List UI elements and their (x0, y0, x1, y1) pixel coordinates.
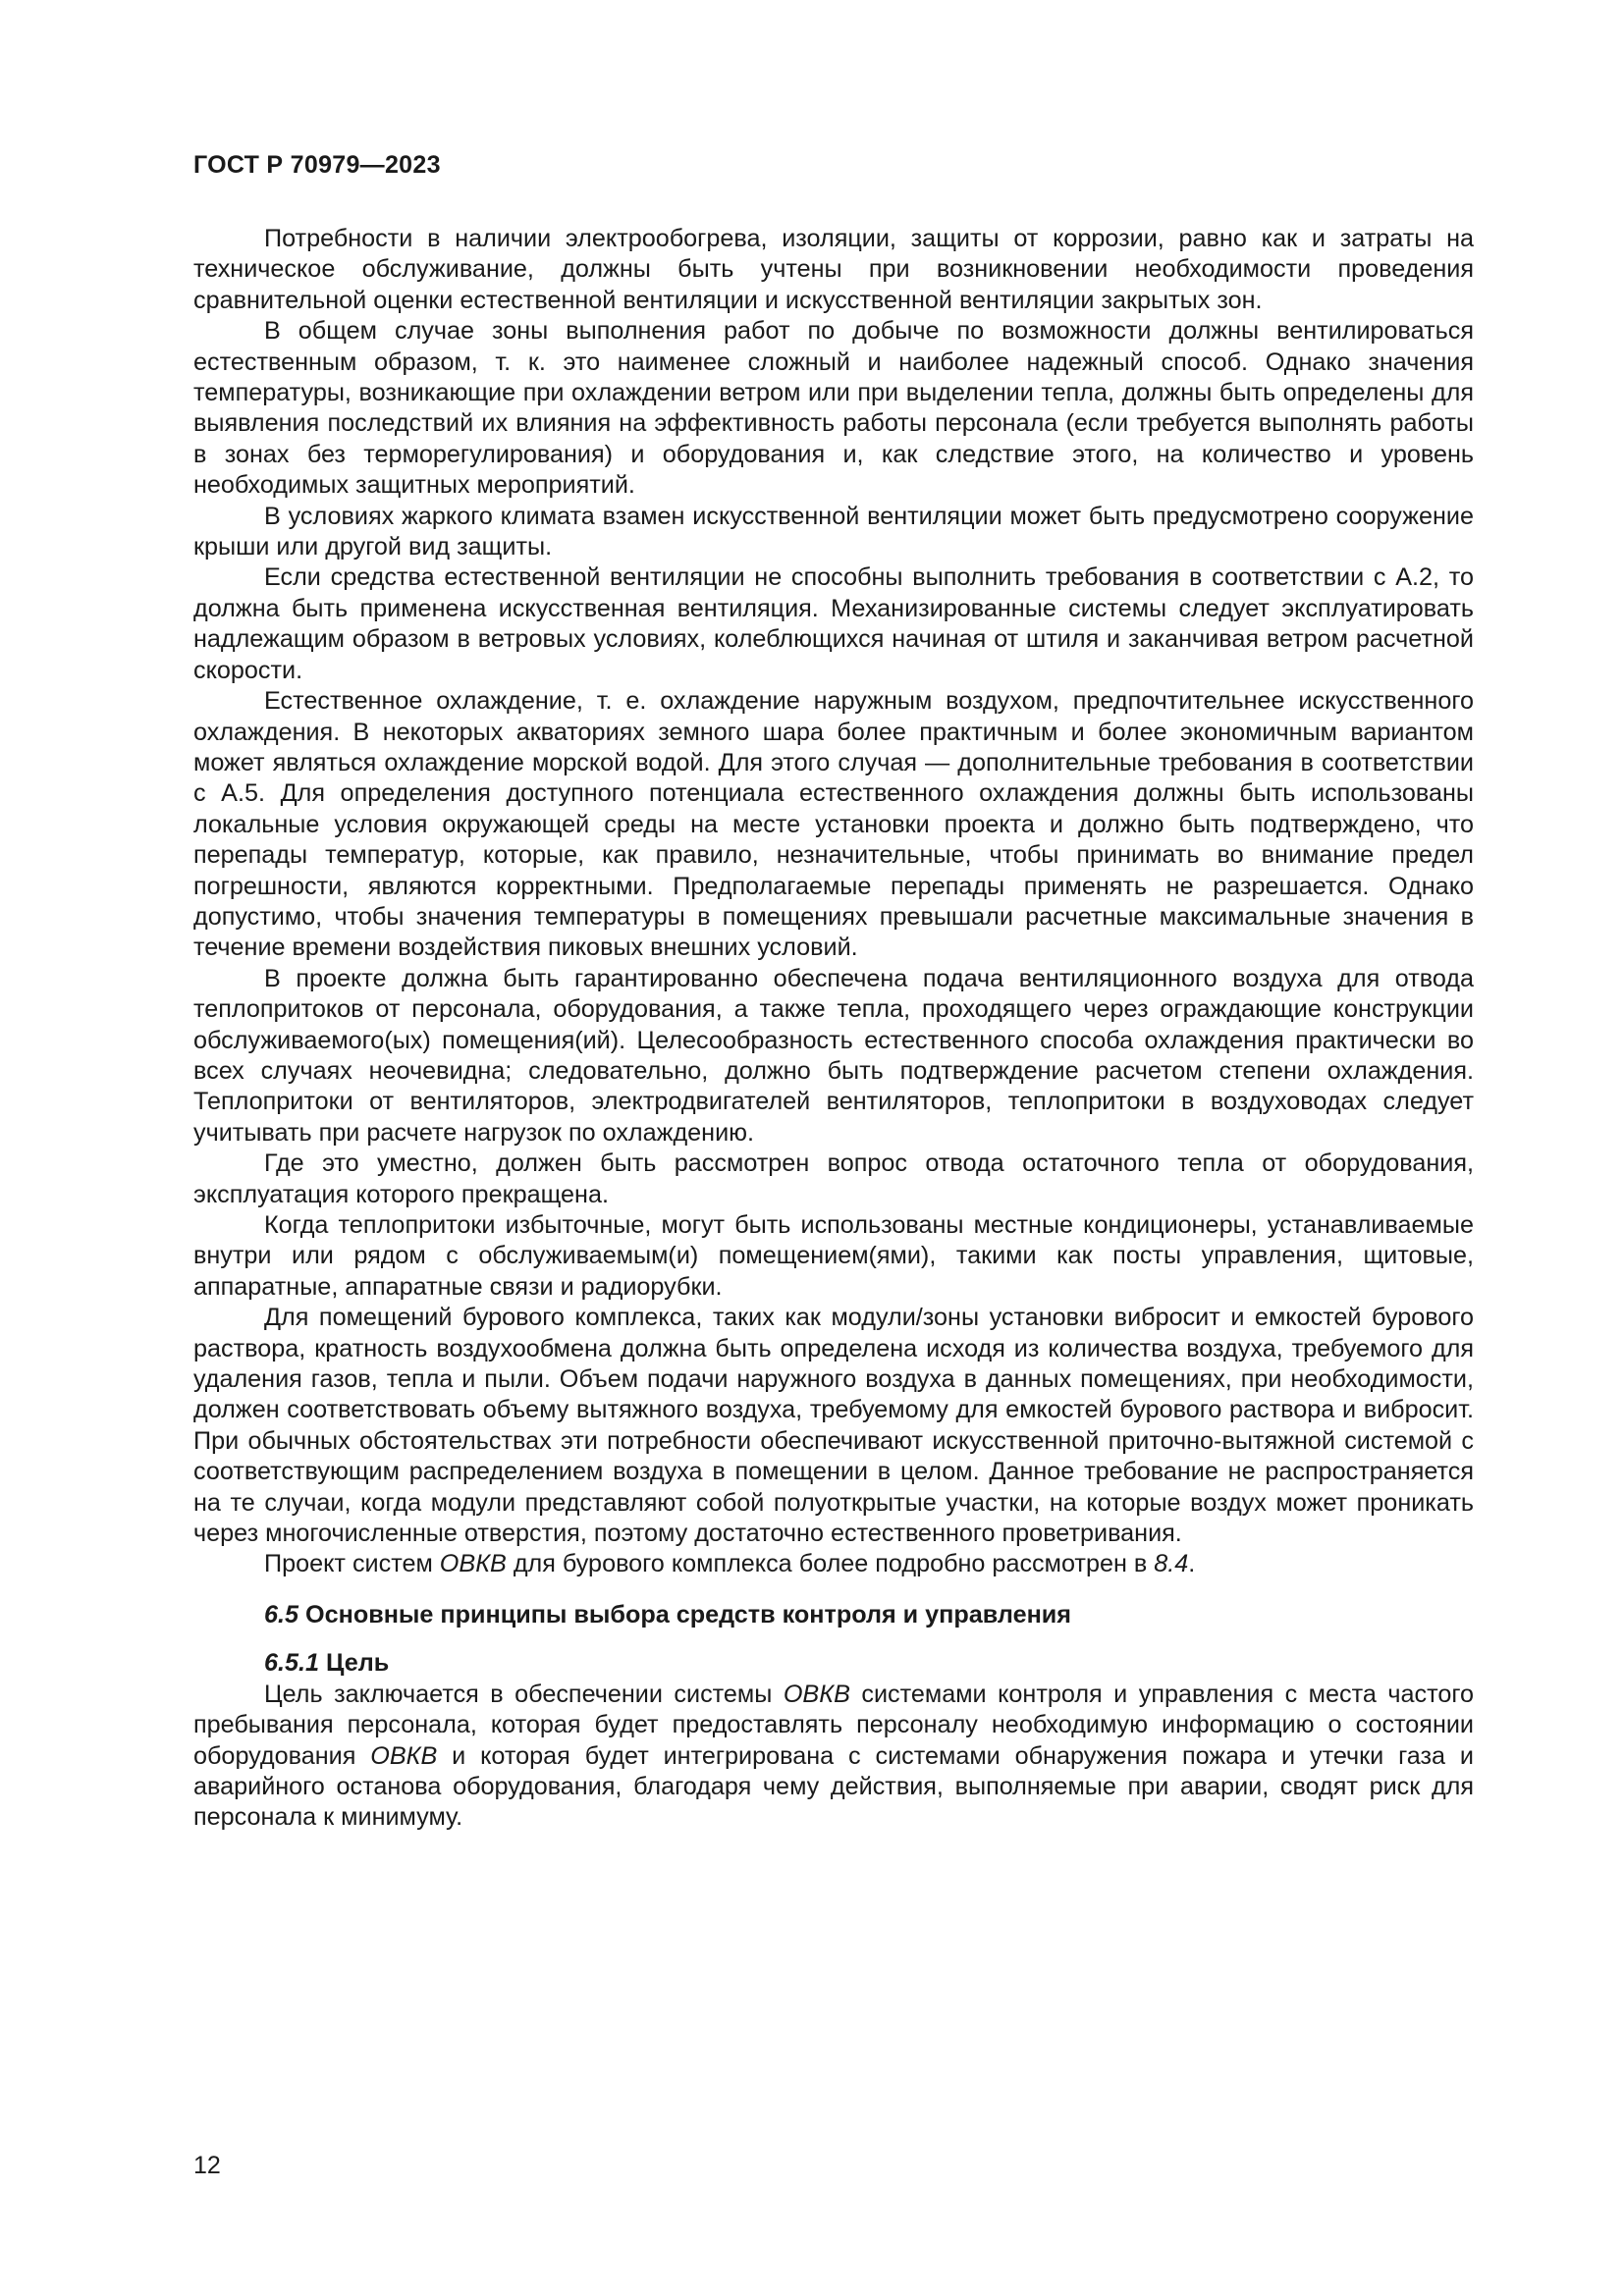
purpose-paragraph (193, 1680, 1474, 1834)
paragraph: Потребности в наличии электрообогрева, изоляции, защиты от коррозии, равно как и затраты на техническое обслуживание, должны быть учтены при возникновении необходимости проведения сравнительной оценки естественной вентиляции и искусственной вентиляции закрытых зон. (193, 225, 1474, 314)
abbreviation-ovkv: ОВКВ (783, 1680, 850, 1708)
section-reference-link[interactable]: 8.4 (1154, 1550, 1189, 1578)
text-span: Цель заключается в обеспечении системы (264, 1680, 784, 1708)
paragraph: Где это уместно, должен быть рассмотрен вопрос отвода остаточного тепла от оборудования, эксплуатация которого прекращена. (193, 1149, 1474, 1208)
body-text (193, 224, 1474, 1834)
paragraph: Естественное охлаждение, т. е. охлаждение наружным воздухом, предпочтительнее искусственного охлаждения. В некоторых акваториях земного шара более практичным и более экономичным вариантом может являться охлаждение морской водой. Для этого случая — дополнительные требования в соответствии с А.5. Для определения доступного потенциала естественного охлаждения должны быть использованы локальные условия окружающей среды на месте установки проекта и должно быть подтверждено, что перепады температур, которые, как правило, незначительные, чтобы принимать во внимание предел погрешности, являются корректными. Предполагаемые перепады применять не разрешается. Однако допустимо, чтобы значения температуры в помещениях превышали расчетные максимальные значения в течение времени воздействия пиковых внешних условий. (193, 687, 1474, 962)
text-span: системами контроля и управления с места частого пребывания персонала, которая будет предоставлять персоналу необходимую информацию о состоянии оборудования (193, 1680, 1474, 1770)
text-span: . (1188, 1550, 1196, 1578)
section-title: Основные принципы выбора средств контроля и управления (298, 1600, 1071, 1629)
text-span: для бурового комплекса более подробно рассмотрен в (506, 1550, 1155, 1578)
text-span: Проект систем (264, 1550, 440, 1578)
paragraph: Когда теплопритоки избыточные, могут быть использованы местные кондиционеры, устанавливаемые внутри или рядом с обслуживаемым(и) помещением(ями), такими как посты управления, щитовые, аппаратные, аппаратные связи и радиорубки. (193, 1211, 1474, 1301)
subsection-number: 6.5.1 (264, 1649, 320, 1678)
reference-paragraph (193, 1549, 1474, 1579)
paragraph: Для помещений бурового комплекса, таких как модули/зоны установки вибросит и емкостей бурового раствора, кратность воздухообмена должна быть определена исходя из количества воздуха, требуемого для удаления газов, тепла и пыли. Объем подачи наружного воздуха в данных помещениях, при необходимости, должен соответствовать объему вытяжного воздуха, требуемому для емкостей бурового раствора и вибросит. При обычных обстоятельствах эти потребности обеспечивают искусственной приточно-вытяжной системой с соответствующим распределением воздуха в помещении в целом. Данное требование не распространяется на те случаи, когда модули представляют собой полуоткрытые участки, на которые воздух может проникать через многочисленные отверстия, поэтому достаточно естественного проветривания. (193, 1304, 1474, 1548)
section-number: 6.5 (264, 1600, 299, 1629)
page-number: 12 (193, 2152, 221, 2179)
abbreviation-ovkv: ОВКВ (370, 1741, 438, 1770)
standard-id-header: ГОСТ Р 70979—2023 (193, 151, 441, 179)
abbreviation-ovkv: ОВКВ (439, 1550, 507, 1578)
paragraph: Если средства естественной вентиляции не способны выполнить требования в соответствии с А.2, то должна быть применена искусственная вентиляция. Механизированные системы следует эксплуатировать надлежащим образом в ветровых условиях, колеблющихся начиная от штиля и заканчивая ветром расчетной скорости. (193, 563, 1474, 684)
paragraph: В условиях жаркого климата взамен искусственной вентиляции может быть предусмотрено сооружение крыши или другой вид защиты. (193, 502, 1474, 561)
paragraph: В проекте должна быть гарантированно обеспечена подача вентиляционного воздуха для отвода теплопритоков от персонала, оборудования, а также тепла, проходящего через ограждающие конструкции обслуживаемого(ых) помещения(ий). Целесообразность естественного способа охлаждения практически во всех случаях неочевидна; следовательно, должно быть подтверждение расчетом степени охлаждения. Теплопритоки от вентиляторов, электродвигателей вентиляторов, теплопритоки в воздуховодах следует учитывать при расчете нагрузок по охлаждению. (193, 964, 1474, 1147)
subsection-title: Цель (319, 1649, 390, 1678)
section-heading (193, 1600, 1474, 1630)
paragraph: В общем случае зоны выполнения работ по добыче по возможности должны вентилироваться естественным образом, т. к. это наименее сложный и наиболее надежный способ. Однако значения температуры, возникающие при охлаждении ветром или при выделении тепла, должны быть определены для выявления последствий их влияния на эффективность работы персонала (если требуется выполнять работы в зонах без терморегулирования) и оборудования и, как следствие этого, на количество и уровень необходимых защитных мероприятий. (193, 317, 1474, 500)
subsection-heading (193, 1648, 1474, 1679)
text-span: и которая будет интегрирована с системами обнаружения пожара и утечки газа и аварийного останова оборудования, благодаря чему действия, выполняемые при аварии, сводят риск для персонала к минимуму. (193, 1741, 1474, 1832)
